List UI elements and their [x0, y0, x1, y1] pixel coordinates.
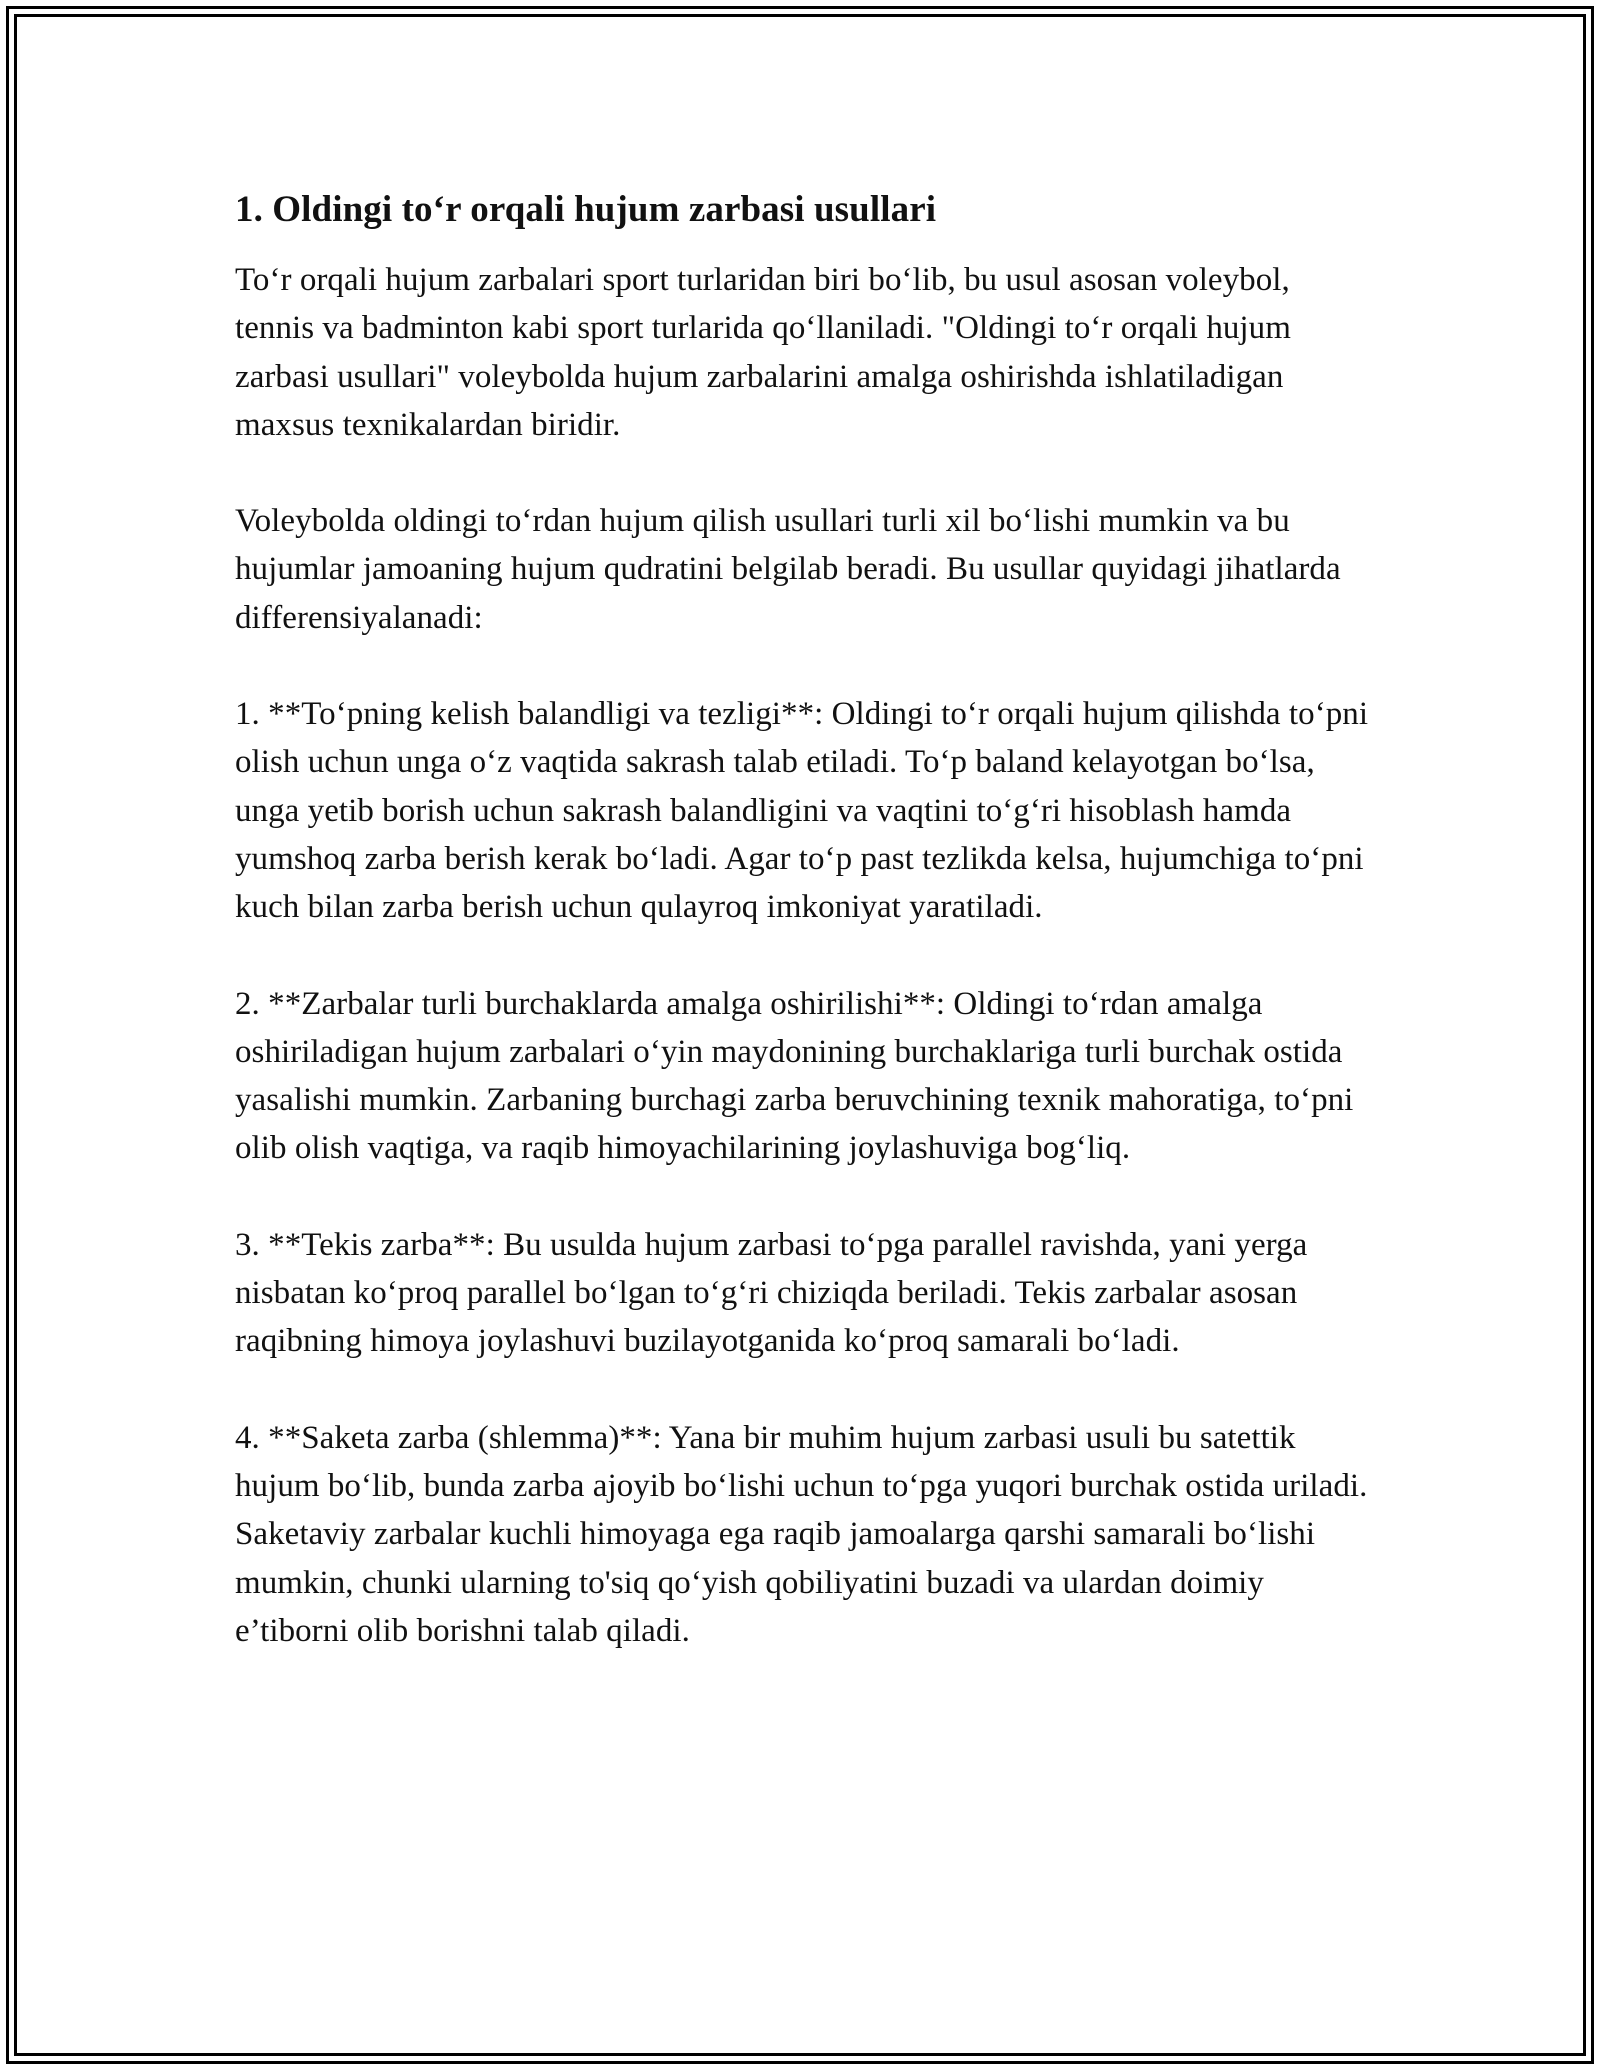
list-item-3: 3. **Tekis zarba**: Bu usulda hujum zarbasi to‘pga parallel ravishda, yani yerga nisbatan ko‘proq parallel bo‘lgan to‘g‘ri chiziqda beriladi. Tekis zarbalar asosan raqibning himoya joylashuvi buzilayotganida ko‘proq samarali bo‘ladi. — [235, 1226, 1308, 1360]
document-body — [235, 186, 1375, 1703]
list-item-4: 4. **Saketa zarba (shlemma)**: Yana bir muhim hujum zarbasi usuli bu satettik hujum bo‘lib, bunda zarba ajoyib bo‘lishi uchun to‘pga yuqori burchak ostida uriladi. Saketaviy zarbalar kuchli himoyaga ega raqib jamoalarga qarshi samarali bo‘lishi mumkin, chunki ularning to'siq qo‘yish qobiliyatini buzadi va ulardan doimiy e’tiborni olib borishni talab qiladi. — [235, 1419, 1368, 1649]
overview-paragraph: Voleybolda oldingi to‘rdan hujum qilish usullari turli xil bo‘lishi mumkin va bu hujumlar jamoaning hujum qudratini belgilab beradi. Bu usullar quyidagi jihatlarda differensiyalanadi: — [235, 503, 1341, 636]
list-item-1: 1. **To‘pning kelish balandligi va tezligi**: Oldingi to‘r orqali hujum qilishda to‘pni olish uchun unga o‘z vaqtida sakrash talab etiladi. To‘p baland kelayotgan bo‘lsa, unga yetib borish uchun sakrash balandligini va vaqtini to‘g‘ri hisoblash hamda yumshoq zarba berish kerak bo‘ladi. Agar to‘p past tezlikda kelsa, hujumchiga to‘pni kuch bilan zarba berish uchun qulayroq imkoniyat yaratiladi. — [235, 696, 1369, 926]
section-heading: 1. Oldingi to‘r orqali hujum zarbasi usullari — [235, 189, 937, 230]
list-item-2: 2. **Zarbalar turli burchaklarda amalga oshirilishi**: Oldingi to‘rdan amalga oshiriladigan hujum zarbalari o‘yin maydonining burchaklariga turli burchak ostida yasalishi mumkin. Zarbaning burchagi zarba beruvchining texnik mahoratiga, to‘pni olib olish vaqtiga, va raqib himoyachilarining joylashuviga bog‘liq. — [235, 985, 1354, 1167]
intro-paragraph: To‘r orqali hujum zarbalari sport turlaridan biri bo‘lib, bu usul asosan voleybol, tennis va badminton kabi sport turlarida qo‘llaniladi. "Oldingi to‘r orqali hujum zarbasi usullari" voleybolda hujum zarbalarini amalga oshirishda ishlatiladigan maxsus texnikalardan biridir. — [235, 262, 1291, 443]
